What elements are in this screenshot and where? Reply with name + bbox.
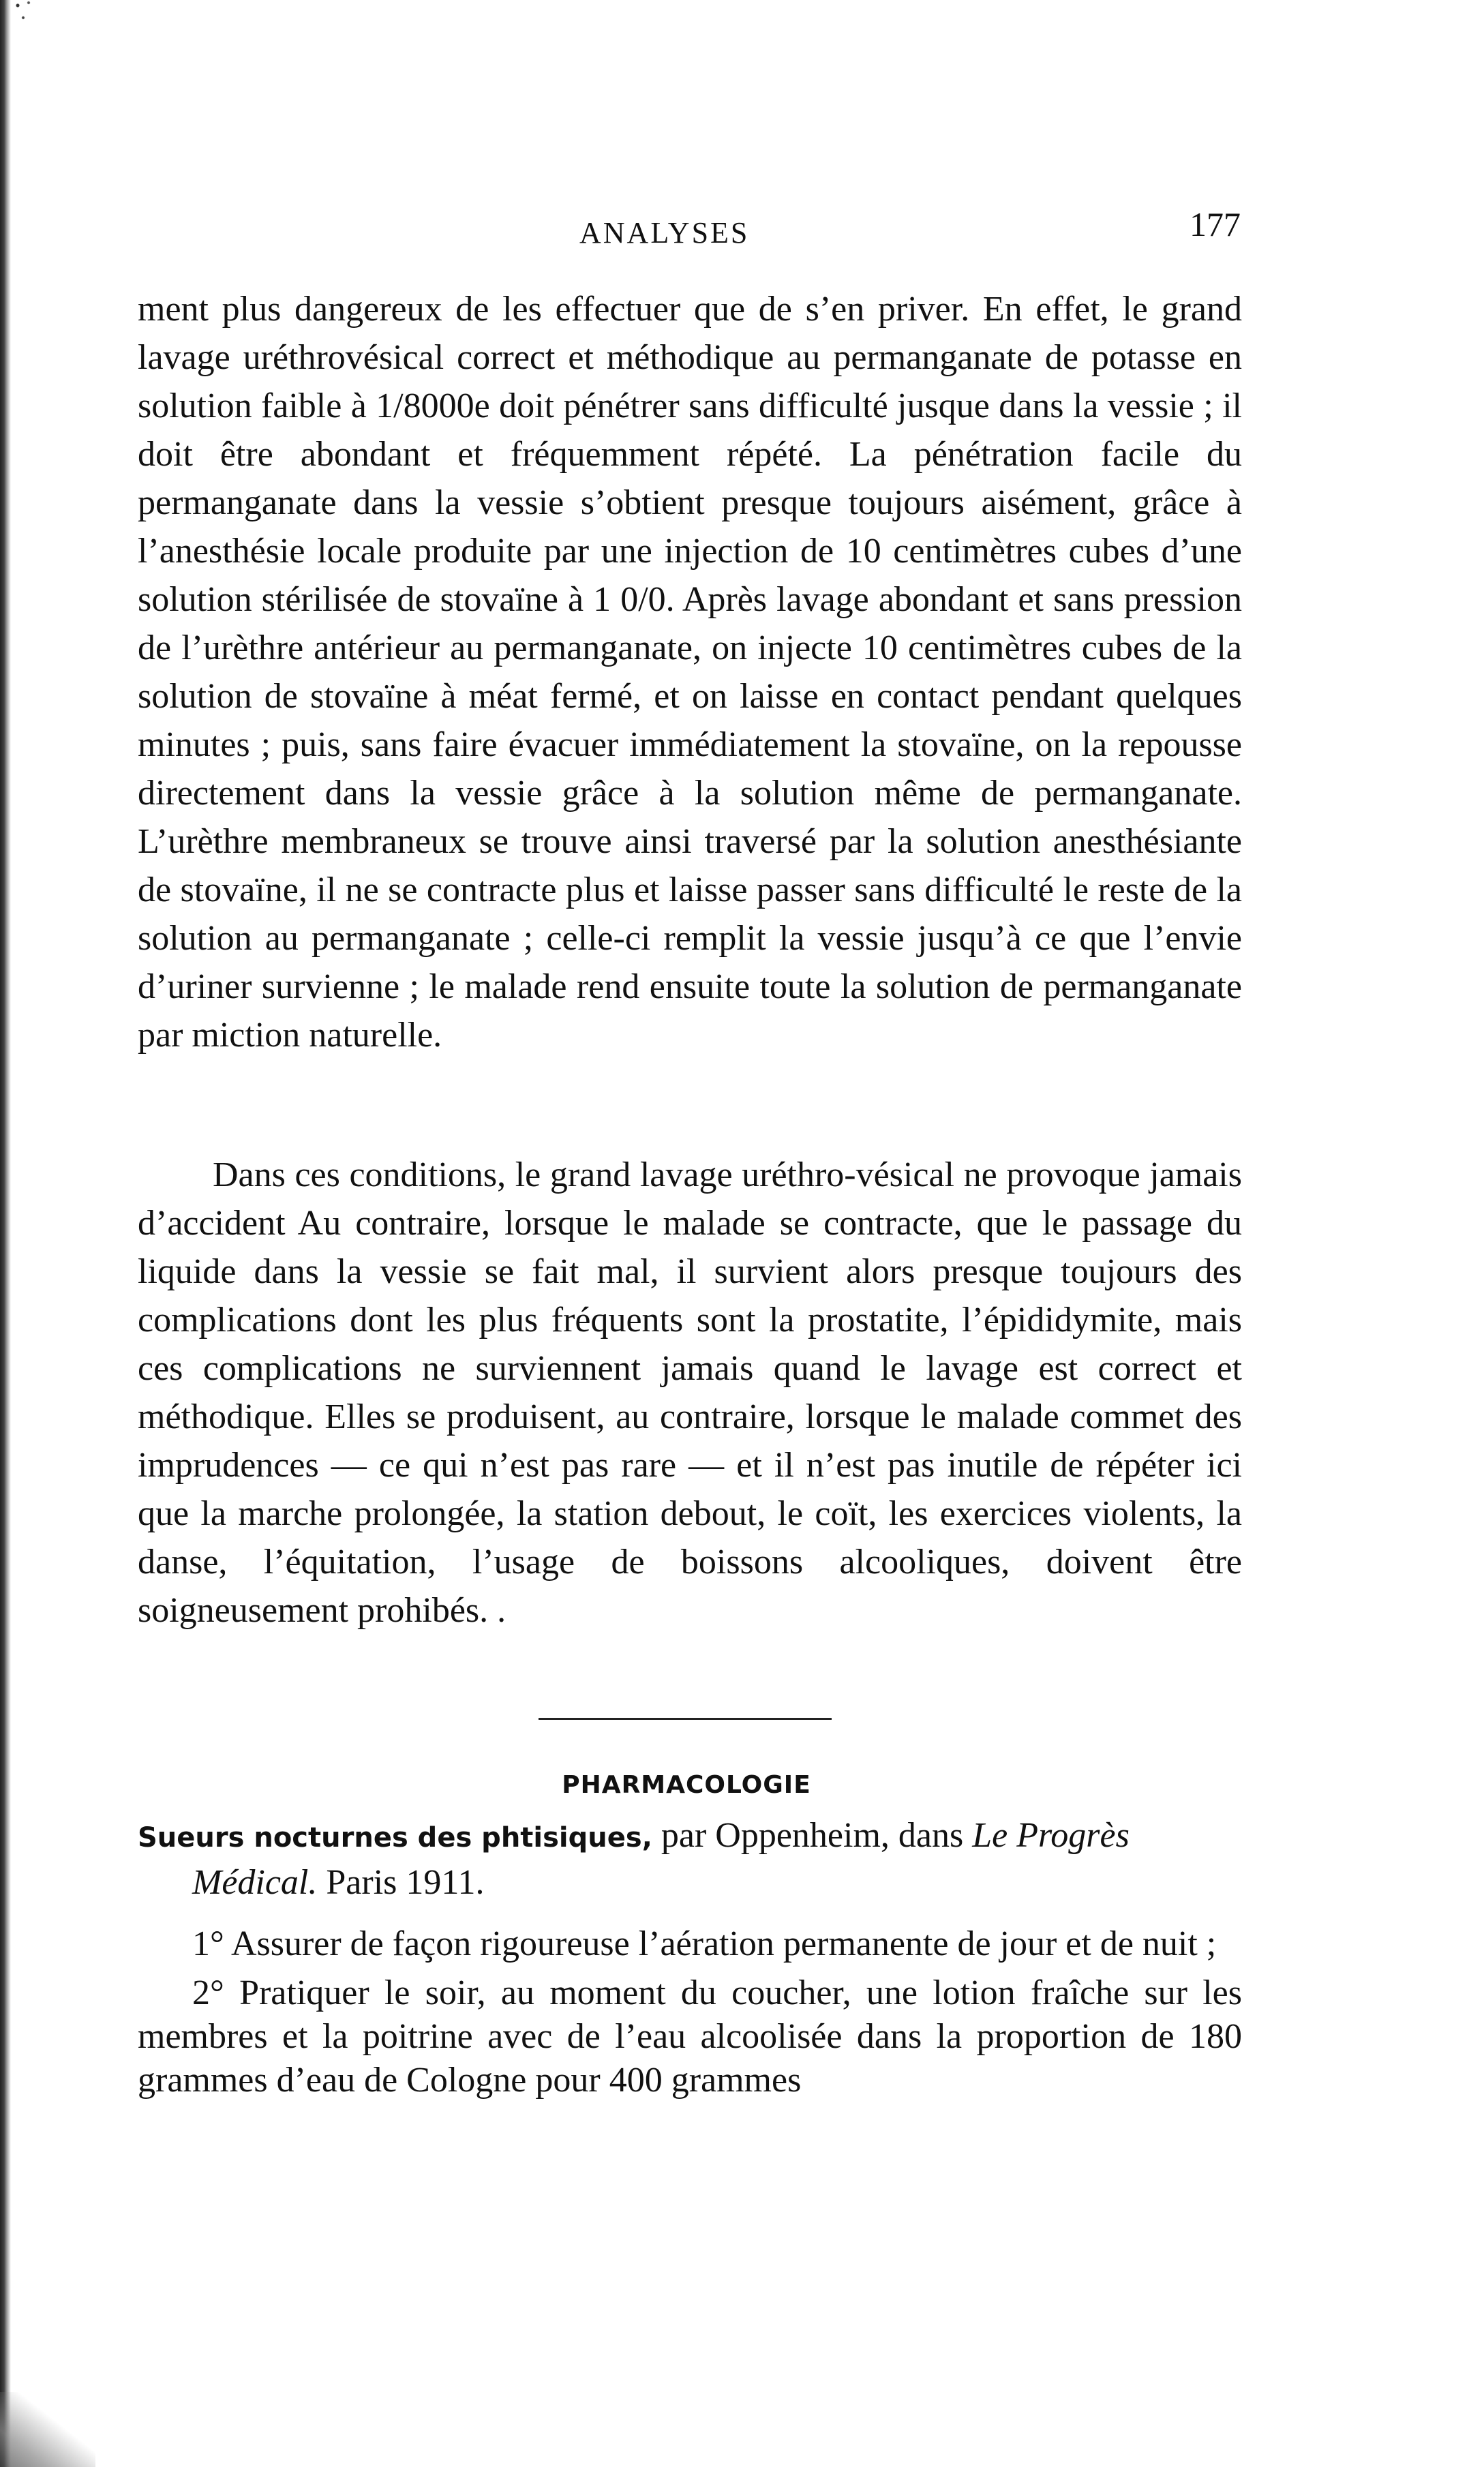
list-item-text: Pratiquer le soir, au moment du coucher, une lotion fraîche sur les membres et la poitrine avec de l’eau alcoolisée dans la proportion de 180 grammes d’eau de Cologne pour 400 grammes (138, 1973, 1243, 2100)
page-number: 177 (1190, 205, 1241, 243)
section-title: PHARMACOLOGIE (562, 1771, 811, 1799)
article-citation (138, 1813, 1242, 1905)
paragraph-text: ment plus dangereux de les effectuer que de s’en priver. En effet, le grand lavage uréthrovésical correct et méthodique au permanganate de potasse en solution faible à 1/8000e doit pénétrer sans difficulté jusque dans la vessie ; il doit être abondant et fréquemment répété. La pénétration facile du permanganate dans la vessie s’obtient presque toujours aisément, grâce à l’anesthésie locale produite par une injection de 10 centimètres cubes d’une solution stérilisée de stovaïne à 1 0/0. Après lavage abondant et sans pression de l’urèthre antérieur au permanganate, on injecte 10 centimètres cubes de la solution de stovaïne à méat fermé, et on laisse en contact pendant quelques minutes ; puis, sans faire évacuer immédiatement la stovaïne, on la repousse directement dans la vessie grâce à la solution même de permanganate. L’urèthre membraneux se trouve ainsi traversé par la solution anesthésiante de stovaïne, il ne se contracte plus et laisse passer sans difficulté le reste de la solution au permanganate ; celle-ci remplit la vessie jusqu’à ce que l’envie d’uriner survienne ; le malade rend ensuite toute la solution de permanganate par miction naturelle. (138, 290, 1242, 1055)
body-paragraph-1 (138, 285, 1242, 1059)
list-item (138, 1922, 1242, 1966)
citation-journal-part-2: Médical. (192, 1863, 318, 1902)
section-divider (539, 1718, 832, 1720)
citation-journal-part-1: Le Progrès (972, 1816, 1130, 1855)
list-item-text: Assurer de façon rigoureuse l’aération permanente de jour et de nuit ; (230, 1924, 1217, 1963)
running-title: ANALYSES (579, 216, 750, 249)
citation-title: Sueurs nocturnes des phtisiques, (138, 1822, 652, 1853)
citation-line-2 (138, 1860, 1242, 1905)
body-paragraph-2 (138, 1151, 1242, 1635)
citation-place-year: Paris 1911. (326, 1863, 485, 1902)
list-item (138, 1971, 1242, 2102)
citation-line-1 (138, 1813, 1242, 1860)
paragraph-text: Dans ces conditions, le grand lavage uréthro-vésical ne provoque jamais d’accident Au contraire, lorsque le malade se contracte, que le passage du liquide dans la vessie se fait mal, il survient alors presque toujours des complications dont les plus fréquents sont la prostatite, l’épididymite, mais ces complications ne surviennent jamais quand le lavage est correct et méthodique. Elles se produisent, au contraire, lorsque le malade commet des imprudences — ce qui n’est pas rare — et il n’est pas inutile de répéter ici que la marche prolongée, la station debout, le coït, les exercices violents, la danse, l’équitation, l’usage de boissons alcooliques, doivent être soigneusement prohibés. . (138, 1155, 1242, 1630)
list-item-number: 1° (192, 1924, 224, 1963)
list-item-number: 2° (192, 1973, 224, 2012)
citation-author: par Oppenheim, dans (661, 1816, 964, 1855)
numbered-list (138, 1922, 1242, 2108)
